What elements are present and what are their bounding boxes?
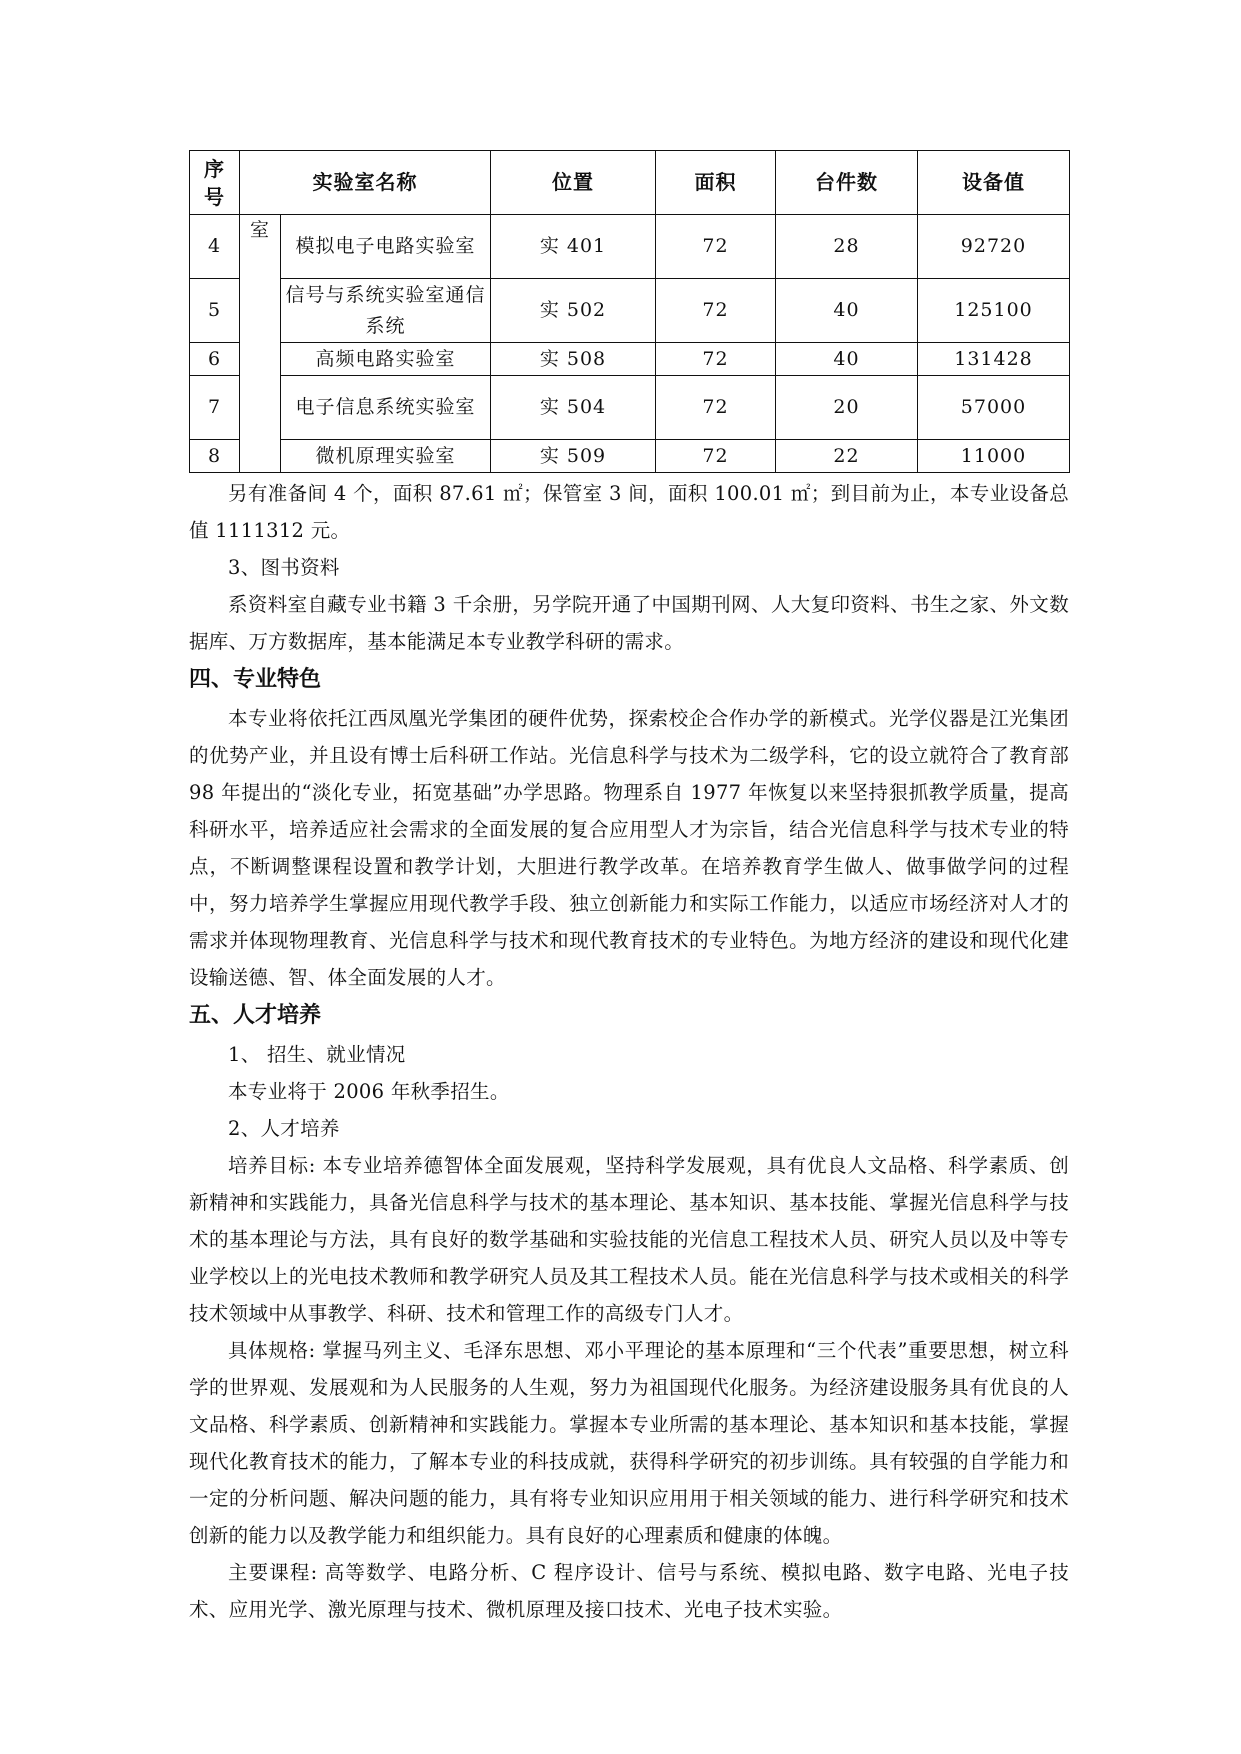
cell-location: 实 504 <box>491 376 656 440</box>
cell-location: 实 401 <box>491 215 656 279</box>
cell-location: 实 509 <box>491 440 656 473</box>
cell-area: 72 <box>656 215 776 279</box>
subsection-1-body: 本专业将于 2006 年秋季招生。 <box>228 1080 510 1103</box>
cell-value: 131428 <box>918 343 1070 376</box>
cell-index: 6 <box>190 343 240 376</box>
table-row <box>190 215 1070 279</box>
cell-index: 5 <box>190 279 240 343</box>
subsection-1-title: 1、 招生、就业情况 <box>228 1043 406 1066</box>
cell-area: 72 <box>656 279 776 343</box>
cell-area: 72 <box>656 440 776 473</box>
training-goal: 培养目标: 本专业培养德智体全面发展观，坚持科学发展观，具有优良人文品格、科学素质、创新精神和实践能力，具备光信息科学与技术的基本理论、基本知识、基本技能、掌握光信息科学与技术的基本理论与方法，具有良好的数学基础和实验技能的光信息工程技术人员、研究人员以及中等专业学校以上的光电技术教师和教学研究人员及其工程技术人员。能在光信息科学与技术或相关的科学技术领域中从事教学、科研、技术和管理工作的高级专门人才。 <box>189 1154 1069 1325</box>
heading-talent-training: 五、人才培养 <box>189 1003 322 1028</box>
header-index: 序号 <box>190 151 240 215</box>
header-location: 位置 <box>491 151 656 215</box>
table-row <box>190 279 1070 343</box>
main-courses: 主要课程: 高等数学、电路分析、C 程序设计、信号与系统、模拟电路、数字电路、光电子技术、应用光学、激光原理与技术、微机原理及接口技术、光电子技术实验。 <box>189 1561 1069 1621</box>
cell-value: 11000 <box>918 440 1070 473</box>
cell-index: 8 <box>190 440 240 473</box>
cell-units: 40 <box>776 343 918 376</box>
cell-area: 72 <box>656 343 776 376</box>
cell-name: 模拟电子电路实验室 <box>281 215 491 279</box>
equipment-note: 另有准备间 4 个，面积 87.61 ㎡；保管室 3 间，面积 100.01 ㎡；到目前为止，本专业设备总值 1111312 元。 <box>189 482 1069 542</box>
cell-units: 22 <box>776 440 918 473</box>
cell-index: 4 <box>190 215 240 279</box>
table-row <box>190 343 1070 376</box>
table-header-row <box>190 151 1070 215</box>
section-3-body: 系资料室自藏专业书籍 3 千余册，另学院开通了中国期刊网、人大复印资料、书生之家、外文数据库、万方数据库，基本能满足本专业教学科研的需求。 <box>189 593 1069 653</box>
cell-name: 高频电路实验室 <box>281 343 491 376</box>
header-value: 设备值 <box>918 151 1070 215</box>
table-row <box>190 376 1070 440</box>
specialty-features-body: 本专业将依托江西凤凰光学集团的硬件优势，探索校企合作办学的新模式。光学仪器是江光集团的优势产业，并且设有博士后科研工作站。光信息科学与技术为二级学科，它的设立就符合了教育部 98 年提出的“淡化专业，拓宽基础”办学思路。物理系自 1977 年恢复以来坚持狠抓教学质量，提高科研水平，培养适应社会需求的全面发展的复合应用型人才为宗旨，结合光信息科学与技术专业的特点，不断调整课程设置和教学计划，大胆进行教学改革。在培养教育学生做人、做事做学问的过程中，努力培养学生掌握应用现代教学手段、独立创新能力和实际工作能力，以适应市场经济对人才的需求并体现物理教育、光信息科学与技术和现代教育技术的专业特色。为地方经济的建设和现代化建设输送德、智、体全面发展的人才。 <box>189 707 1069 989</box>
table-row <box>190 440 1070 473</box>
group-label: 室 <box>240 215 281 473</box>
cell-units: 20 <box>776 376 918 440</box>
subsection-2-title: 2、人才培养 <box>228 1117 340 1140</box>
lab-table <box>189 150 1070 473</box>
cell-units: 40 <box>776 279 918 343</box>
header-name: 实验室名称 <box>240 151 491 215</box>
cell-location: 实 502 <box>491 279 656 343</box>
cell-value: 57000 <box>918 376 1070 440</box>
cell-name: 信号与系统实验室通信系统 <box>281 279 491 343</box>
cell-index: 7 <box>190 376 240 440</box>
specific-specification: 具体规格: 掌握马列主义、毛泽东思想、邓小平理论的基本原理和“三个代表”重要思想，树立科学的世界观、发展观和为人民服务的人生观，努力为祖国现代化服务。为经济建设服务具有优良的人文品格、科学素质、创新精神和实践能力。掌握本专业所需的基本理论、基本知识和基本技能，掌握现代化教育技术的能力，了解本专业的科技成就，获得科学研究的初步训练。具有较强的自学能力和一定的分析问题、解决问题的能力，具有将专业知识应用用于相关领域的能力、进行科学研究和技术创新的能力以及教学能力和组织能力。具有良好的心理素质和健康的体魄。 <box>189 1339 1069 1547</box>
heading-specialty-features: 四、专业特色 <box>189 667 322 692</box>
cell-area: 72 <box>656 376 776 440</box>
cell-value: 125100 <box>918 279 1070 343</box>
section-3-title: 3、图书资料 <box>228 556 340 579</box>
cell-name: 微机原理实验室 <box>281 440 491 473</box>
cell-value: 92720 <box>918 215 1070 279</box>
header-area: 面积 <box>656 151 776 215</box>
header-units: 台件数 <box>776 151 918 215</box>
cell-location: 实 508 <box>491 343 656 376</box>
cell-units: 28 <box>776 215 918 279</box>
cell-name: 电子信息系统实验室 <box>281 376 491 440</box>
page-content <box>189 150 1069 1628</box>
